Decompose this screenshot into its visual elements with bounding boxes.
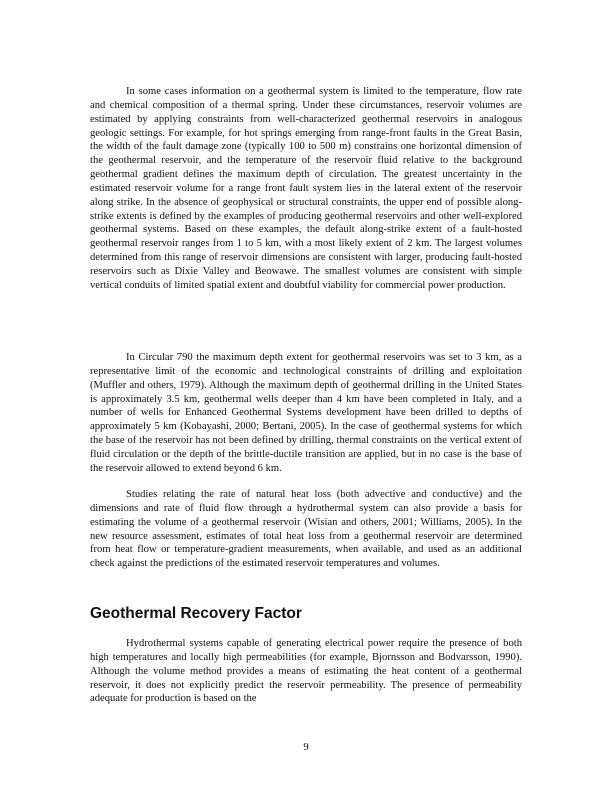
paragraph-natural-heat-loss: Studies relating the rate of natural heat loss (both advective and conductive) and the dimensions and rate of fluid flow through a hydrothermal system can also provide a basis for estimating the volume of a geothermal reservoir (Wisian and others, 2001; Williams, 2005). In the new resource assessment, estimates of total heat loss from a geothermal reservoir are determined from heat flow or temperature-gradient measurements, when available, and used as an additional check against the predictions of the estimated reservoir temperatures and volumes. <box>90 489 522 570</box>
paragraph-hydrothermal-systems: Hydrothermal systems capable of generating electrical power require the presence of both high temperatures and locally high permeabilities (for example, Bjornsson and Bodvarsson, 1990). Although the volume method provides a means of estimating the heat content of a geothermal reservoir, it does not explicitly predict the reservoir permeability. The presence of permeability adequate for production is based on the <box>90 638 522 705</box>
section-heading-recovery-factor: Geothermal Recovery Factor <box>90 605 302 622</box>
paragraph-maximum-depth-extent: In Circular 790 the maximum depth extent for geothermal reservoirs was set to 3 km, as a representative limit of the economic and technological constraints of drilling and exploitation (Muffler and others, 1979). Although the maximum depth of geothermal drilling in the United States is approximately 3.5 km, geothermal wells deeper than 4 km have been completed in Italy, and a number of wells for Enhanced Geothermal Systems development have been drilled to depths of approximately 5 km (Kobayashi, 2000; Bertani, 2005). In the case of geothermal systems for which the base of the reservoir has not been defined by drilling, thermal constraints on the vertical extent of fluid circulation or the depth of the brittle-ductile transition are applied, but in no case is the base of the reservoir allowed to extend beyond 6 km. <box>90 352 522 474</box>
page-number: 9 <box>303 742 309 753</box>
paragraph-reservoir-volume-estimation: In some cases information on a geothermal system is limited to the temperature, flow rate and chemical composition of a thermal spring. Under these circumstances, reservoir volumes are estimated by applying constraints from well-characterized geothermal reservoirs in analogous geologic settings. For example, for hot springs emerging from range-front faults in the Great Basin, the width of the fault damage zone (typically 100 to 500 m) constrains one horizontal dimension of the geothermal reservoir, and the temperature of the reservoir fluid relative to the background geothermal gradient defines the maximum depth of circulation. The greatest uncertainty in the estimated reservoir volume for a range front fault system lies in the lateral extent of the reservoir along strike. In the absence of geophysical or structural constraints, the upper end of possible along-strike extents is defined by the examples of producing geothermal reservoirs and other well-explored geothermal systems. Based on these examples, the default along-strike extent of a fault-hosted geothermal reservoir ranges from 1 to 5 km, with a most likely extent of 2 km. The largest volumes determined from this range of reservoir dimensions are consistent with larger, producing fault-hosted reservoirs such as Dixie Valley and Beowawe. The smallest volumes are consistent with simple vertical conduits of limited spatial extent and doubtful viability for commercial power production. <box>90 86 522 291</box>
